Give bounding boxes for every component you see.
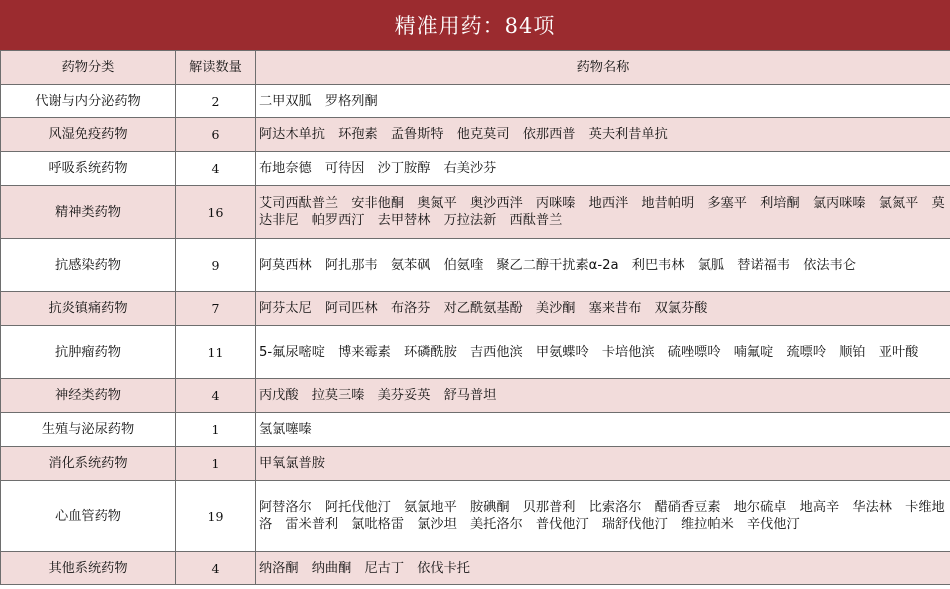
count-cell: 19 <box>176 481 256 552</box>
table-row <box>1 413 950 447</box>
table-row <box>1 326 950 379</box>
category-cell: 神经类药物 <box>1 379 176 413</box>
category-cell: 抗感染药物 <box>1 239 176 292</box>
drugs-cell: 阿达木单抗 环孢素 孟鲁斯特 他克莫司 依那西普 英夫利昔单抗 <box>256 118 950 152</box>
drugs-cell: 5-氟尿嘧啶 博来霉素 环磷酰胺 吉西他滨 甲氨蝶呤 卡培他滨 硫唑嘌呤 喃氟啶 巯嘌呤 顺铂 亚叶酸 <box>256 326 950 379</box>
table-row <box>1 481 950 552</box>
table-row <box>1 152 950 186</box>
count-cell: 9 <box>176 239 256 292</box>
count-cell: 4 <box>176 379 256 413</box>
table-title: 精准用药：84项 <box>0 0 950 50</box>
drugs-cell: 艾司西酞普兰 安非他酮 奥氮平 奥沙西泮 丙咪嗪 地西泮 地昔帕明 多塞平 利培酮 氯丙咪嗪 氯氮平 莫达非尼 帕罗西汀 去甲替林 万拉法新 西酞普兰 <box>256 186 950 239</box>
drug-table <box>0 50 950 585</box>
category-cell: 消化系统药物 <box>1 447 176 481</box>
drugs-cell: 阿替洛尔 阿托伐他汀 氨氯地平 胺碘酮 贝那普利 比索洛尔 醋硝香豆素 地尔硫卓 地高辛 华法林 卡维地洛 雷米普利 氯吡格雷 氯沙坦 美托洛尔 普伐他汀 瑞舒伐他汀 维拉帕米 辛伐他汀 <box>256 481 950 552</box>
table-row <box>1 186 950 239</box>
drugs-cell: 丙戊酸 拉莫三嗪 美芬妥英 舒马普坦 <box>256 379 950 413</box>
table-row <box>1 447 950 481</box>
drugs-cell: 布地奈德 可待因 沙丁胺醇 右美沙芬 <box>256 152 950 186</box>
count-cell: 4 <box>176 152 256 186</box>
drugs-cell: 甲氧氯普胺 <box>256 447 950 481</box>
drugs-cell: 二甲双胍 罗格列酮 <box>256 85 950 118</box>
count-cell: 11 <box>176 326 256 379</box>
header-category: 药物分类 <box>1 51 176 85</box>
header-count: 解读数量 <box>176 51 256 85</box>
drugs-cell: 氢氯噻嗪 <box>256 413 950 447</box>
header-row <box>1 51 950 85</box>
category-cell: 其他系统药物 <box>1 552 176 585</box>
table-row <box>1 552 950 585</box>
drugs-cell: 纳洛酮 纳曲酮 尼古丁 依伐卡托 <box>256 552 950 585</box>
category-cell: 精神类药物 <box>1 186 176 239</box>
count-cell: 16 <box>176 186 256 239</box>
count-cell: 1 <box>176 413 256 447</box>
category-cell: 风湿免疫药物 <box>1 118 176 152</box>
table-row <box>1 239 950 292</box>
category-cell: 抗肿瘤药物 <box>1 326 176 379</box>
table-row <box>1 85 950 118</box>
count-cell: 7 <box>176 292 256 326</box>
table-row <box>1 118 950 152</box>
category-cell: 生殖与泌尿药物 <box>1 413 176 447</box>
header-drugs: 药物名称 <box>256 51 950 85</box>
table-row <box>1 292 950 326</box>
table-row <box>1 379 950 413</box>
count-cell: 6 <box>176 118 256 152</box>
count-cell: 4 <box>176 552 256 585</box>
category-cell: 代谢与内分泌药物 <box>1 85 176 118</box>
category-cell: 呼吸系统药物 <box>1 152 176 186</box>
count-cell: 2 <box>176 85 256 118</box>
count-cell: 1 <box>176 447 256 481</box>
drugs-cell: 阿芬太尼 阿司匹林 布洛芬 对乙酰氨基酚 美沙酮 塞来昔布 双氯芬酸 <box>256 292 950 326</box>
drugs-cell: 阿莫西林 阿扎那韦 氨苯砜 伯氨喹 聚乙二醇干扰素α-2a 利巴韦林 氯胍 替诺福韦 依法韦仑 <box>256 239 950 292</box>
category-cell: 心血管药物 <box>1 481 176 552</box>
category-cell: 抗炎镇痛药物 <box>1 292 176 326</box>
